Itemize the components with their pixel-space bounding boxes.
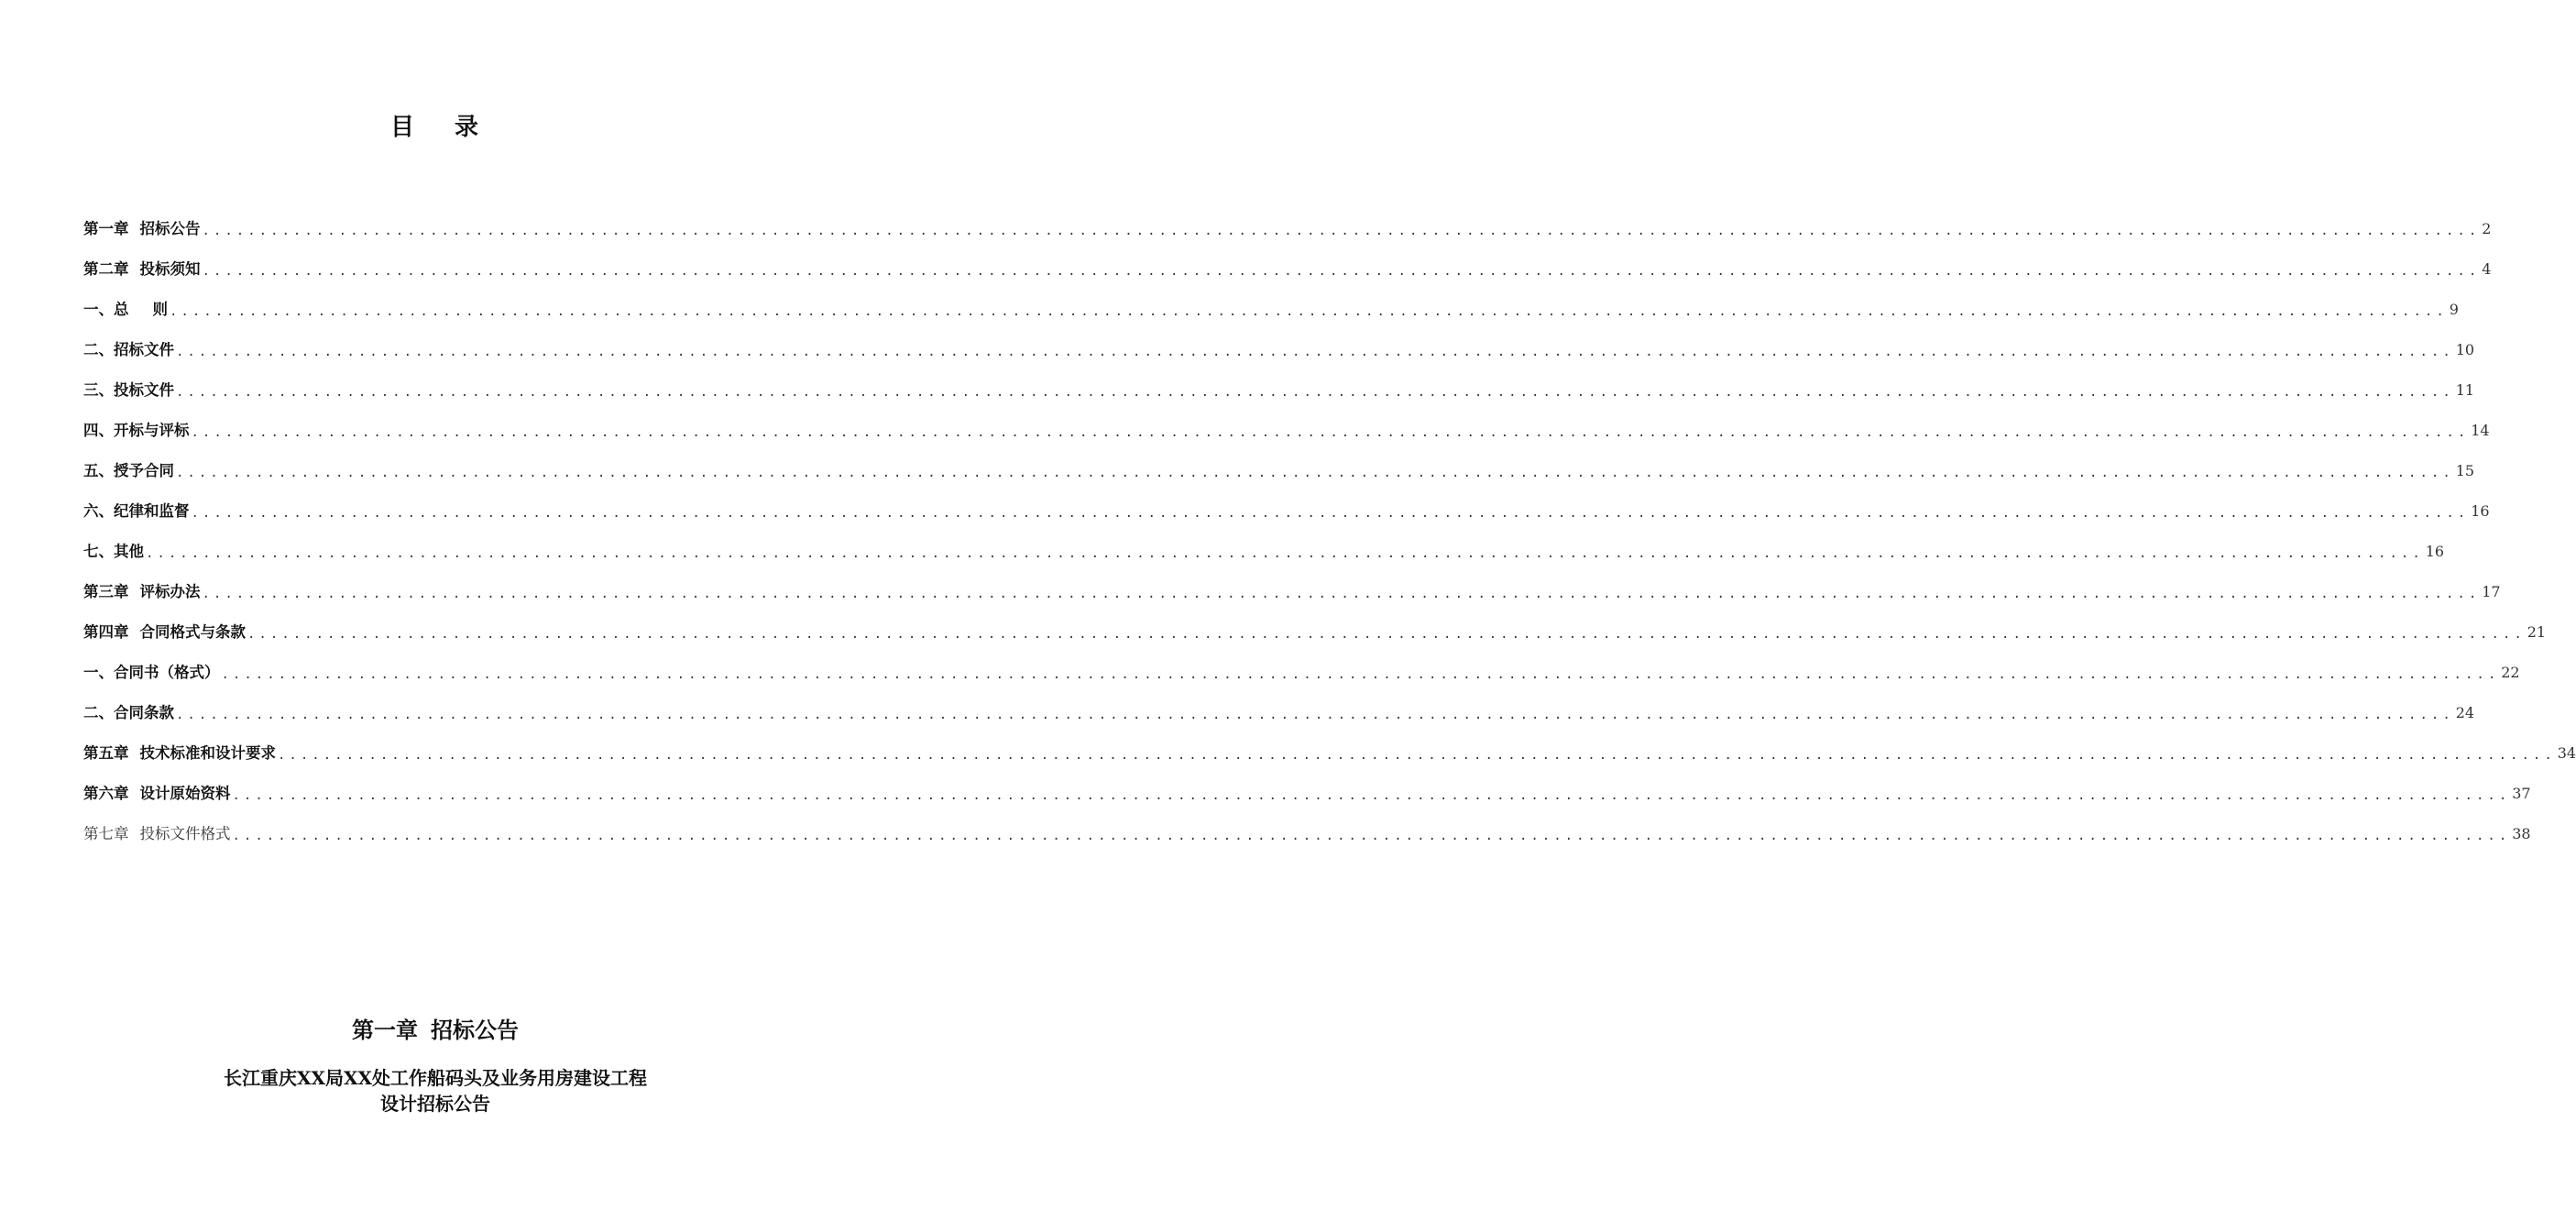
toc-entry-page: 4	[2482, 260, 2492, 278]
toc-entry-page: 9	[2449, 301, 2459, 318]
toc-leader-dots: ........................................................................................................................................................................................................	[176, 466, 2454, 480]
toc-entry-label: 第六章 设计原始资料	[83, 785, 231, 802]
toc-entry-award[interactable]	[83, 451, 2475, 491]
toc-title	[0, 108, 871, 142]
toc-leader-dots: ........................................................................................................................................................................................................	[232, 829, 2511, 843]
toc-entry-other[interactable]	[83, 532, 2445, 572]
toc-entry-page: 14	[2471, 422, 2490, 439]
toc-entry-page: 21	[2527, 623, 2547, 641]
toc-entry-label: 三、投标文件	[83, 381, 174, 399]
chapter-number: 第一章	[352, 1017, 418, 1043]
toc-entry-ch1[interactable]	[83, 209, 2492, 249]
toc-entry-page: 2	[2482, 220, 2492, 237]
notice-title-line1: 长江重庆XX局XX处工作船码头及业务用房建设工程	[223, 1067, 648, 1089]
toc-title-right: 录	[455, 114, 481, 141]
toc-entry-label: 四、开标与评标	[83, 422, 190, 439]
toc-entry-page: 38	[2512, 825, 2531, 842]
toc-entry-page: 15	[2455, 462, 2475, 479]
toc-entry-label: 第七章 投标文件格式	[83, 825, 231, 842]
toc-entry-label: 一、合同书（格式）	[83, 664, 220, 681]
table-of-contents	[83, 209, 2576, 854]
toc-entry-bid-documents[interactable]	[83, 330, 2475, 370]
toc-entry-label: 七、其他	[83, 543, 144, 560]
toc-leader-dots: ........................................................................................................................................................................................................	[146, 546, 2424, 561]
toc-entry-tender-documents[interactable]	[83, 370, 2475, 411]
toc-leader-dots: ........................................................................................................................................................................................................	[278, 748, 2556, 763]
toc-leader-dots: ........................................................................................................................................................................................................	[202, 587, 2481, 601]
toc-entry-ch2[interactable]	[83, 249, 2492, 290]
toc-leader-dots: ........................................................................................................................................................................................................	[176, 345, 2454, 359]
toc-entry-ch7[interactable]	[83, 814, 2531, 854]
toc-entry-ch5[interactable]	[83, 733, 2576, 774]
toc-entry-page: 24	[2455, 704, 2475, 721]
toc-entry-label: 第四章 合同格式与条款	[83, 623, 246, 641]
toc-entry-page: 11	[2455, 381, 2475, 399]
toc-entry-ch6[interactable]	[83, 774, 2531, 814]
toc-leader-dots: ........................................................................................................................................................................................................	[176, 708, 2454, 722]
toc-entry-ch4[interactable]	[83, 612, 2547, 653]
chapter-name: 招标公告	[431, 1017, 519, 1043]
toc-entry-page: 10	[2455, 341, 2475, 358]
toc-entry-discipline[interactable]	[83, 491, 2490, 532]
notice-title-line2: 设计招标公告	[380, 1093, 490, 1115]
toc-entry-page: 16	[2425, 543, 2445, 560]
toc-entry-page: 22	[2501, 664, 2520, 681]
toc-entry-label: 二、招标文件	[83, 341, 174, 358]
toc-leader-dots: ........................................................................................................................................................................................................	[170, 304, 2448, 319]
chapter-heading	[0, 1012, 871, 1044]
toc-entry-label: 第五章 技术标准和设计要求	[83, 744, 276, 762]
toc-entry-label: 六、纪律和监督	[83, 502, 190, 520]
toc-leader-dots: ........................................................................................................................................................................................................	[232, 788, 2511, 803]
toc-leader-dots: ........................................................................................................................................................................................................	[221, 667, 2500, 682]
toc-entry-label: 第三章 评标办法	[83, 583, 201, 600]
toc-entry-label: 五、授予合同	[83, 462, 174, 479]
toc-entry-page: 16	[2471, 502, 2490, 520]
toc-leader-dots: ........................................................................................................................................................................................................	[202, 264, 2481, 279]
toc-entry-label: 一、总 则	[83, 301, 168, 318]
toc-entry-page: 37	[2512, 785, 2531, 802]
toc-title-left: 目	[389, 114, 416, 141]
toc-leader-dots: ........................................................................................................................................................................................................	[176, 385, 2454, 400]
notice-title	[0, 1065, 871, 1116]
toc-entry-label: 第一章 招标公告	[83, 220, 201, 237]
toc-entry-contract-terms[interactable]	[83, 693, 2475, 733]
toc-entry-general[interactable]	[83, 290, 2459, 330]
toc-entry-ch3[interactable]	[83, 572, 2501, 612]
toc-leader-dots: ........................................................................................................................................................................................................	[191, 425, 2470, 440]
toc-entry-page: 34	[2557, 744, 2576, 762]
toc-entry-page: 17	[2482, 583, 2501, 600]
toc-leader-dots: ........................................................................................................................................................................................................	[247, 627, 2526, 642]
toc-entry-contract-form[interactable]	[83, 653, 2520, 693]
toc-entry-label: 二、合同条款	[83, 704, 174, 721]
toc-leader-dots: ........................................................................................................................................................................................................	[191, 506, 2470, 521]
toc-entry-label: 第二章 投标须知	[83, 260, 201, 278]
toc-leader-dots: ........................................................................................................................................................................................................	[202, 224, 2481, 238]
toc-entry-opening-evaluation[interactable]	[83, 411, 2490, 451]
